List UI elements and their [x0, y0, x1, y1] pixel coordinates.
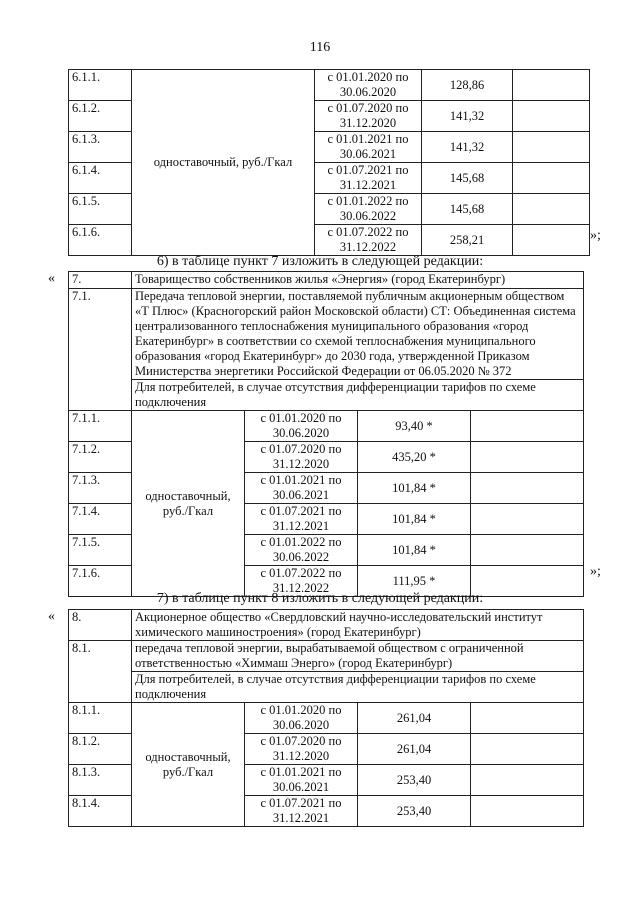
service-description: передача тепловой энергии, вырабатываемой обществом с ограниченной ответственностью «Химмаш Энерго» (город Екатеринбург) — [132, 641, 584, 672]
table-row — [69, 70, 590, 101]
tariff-value: 253,40 — [358, 796, 471, 827]
empty-cell — [513, 70, 590, 101]
table-row — [69, 411, 584, 442]
tariff-value: 101,84 * — [358, 535, 471, 566]
row-number: 6.1.1. — [69, 70, 132, 101]
tariff-value: 145,68 — [422, 163, 513, 194]
empty-cell — [471, 411, 584, 442]
row-number: 7.1.5. — [69, 535, 132, 566]
tariff-value: 111,95 * — [358, 566, 471, 597]
tariff-value: 141,32 — [422, 132, 513, 163]
row-number: 8.1.1. — [69, 703, 132, 734]
period: с 01.01.2021 по 30.06.2021 — [245, 765, 358, 796]
opening-quote-mark: « — [48, 271, 55, 286]
table-row — [69, 703, 584, 734]
tariff-value: 253,40 — [358, 765, 471, 796]
unit-label: одноставочный, руб./Гкал — [132, 411, 245, 597]
empty-cell — [513, 101, 590, 132]
page-number: 116 — [309, 40, 331, 55]
organization-name: Товарищество собственников жилья «Энергия» (город Екатеринбург) — [132, 272, 584, 289]
period: с 01.07.2020 по 31.12.2020 — [245, 442, 358, 473]
empty-cell — [513, 163, 590, 194]
empty-cell — [513, 225, 590, 256]
consumers-note: Для потребителей, в случае отсутствия дифференциации тарифов по схеме подключения — [132, 672, 584, 703]
table-row — [69, 610, 584, 641]
empty-cell — [471, 442, 584, 473]
tariff-value: 261,04 — [358, 734, 471, 765]
period: с 01.01.2020 по 30.06.2020 — [245, 703, 358, 734]
row-number: 8.1.4. — [69, 796, 132, 827]
period: с 01.07.2020 по 31.12.2020 — [245, 734, 358, 765]
period: с 01.07.2022 по 31.12.2022 — [315, 225, 422, 256]
period: с 01.01.2021 по 30.06.2021 — [245, 473, 358, 504]
row-number: 6.1.5. — [69, 194, 132, 225]
tariff-value: 435,20 * — [358, 442, 471, 473]
empty-cell — [513, 194, 590, 225]
tariff-value: 261,04 — [358, 703, 471, 734]
table-row — [69, 672, 584, 703]
row-number: 6.1.2. — [69, 101, 132, 132]
tariff-value: 101,84 * — [358, 473, 471, 504]
row-number: 7.1.1. — [69, 411, 132, 442]
table-row — [69, 641, 584, 672]
row-number: 6.1.4. — [69, 163, 132, 194]
row-number: 8. — [69, 610, 132, 641]
period: с 01.07.2021 по 31.12.2021 — [245, 504, 358, 535]
row-number: 7.1. — [69, 289, 132, 411]
service-description: Передача тепловой энергии, поставляемой публичным акционерным обществом «Т Плюс» (Красногорский район Московской области) СТ: Объединенная система централизованного теплоснабжения муниципального образования «город Екатеринбург» в соответствии со схемой теплоснабжения муниципального образования «город Екатеринбург» до 2030 года, утвержденной Приказом Министерства энергетики Российской Федерации от 06.05.2020 № 372 — [132, 289, 584, 380]
section-heading: 6) в таблице пункт 7 изложить в следующей редакции: — [156, 254, 484, 269]
period: с 01.01.2022 по 30.06.2022 — [315, 194, 422, 225]
unit-label: одноставочный, руб./Гкал — [132, 70, 315, 256]
row-number: 8.1.2. — [69, 734, 132, 765]
unit-label: одноставочный, руб./Гкал — [132, 703, 245, 827]
empty-cell — [471, 473, 584, 504]
period: с 01.07.2021 по 31.12.2021 — [245, 796, 358, 827]
tariff-value: 93,40 * — [358, 411, 471, 442]
tariff-value: 145,68 — [422, 194, 513, 225]
empty-cell — [513, 132, 590, 163]
tariff-value: 258,21 — [422, 225, 513, 256]
row-number: 6.1.6. — [69, 225, 132, 256]
row-number: 8.1.3. — [69, 765, 132, 796]
period: с 01.07.2020 по 31.12.2020 — [315, 101, 422, 132]
row-number: 7.1.6. — [69, 566, 132, 597]
tariff-value: 101,84 * — [358, 504, 471, 535]
empty-cell — [471, 504, 584, 535]
closing-quote-mark: »; — [590, 564, 601, 579]
row-number: 7. — [69, 272, 132, 289]
opening-quote-mark: « — [48, 609, 55, 624]
consumers-note: Для потребителей, в случае отсутствия дифференциации тарифов по схеме подключения — [132, 380, 584, 411]
tariff-table-8 — [68, 609, 584, 827]
section-heading: 7) в таблице пункт 8 изложить в следующей редакции: — [156, 591, 484, 606]
empty-cell — [471, 734, 584, 765]
organization-name: Акционерное общество «Свердловский научно-исследовательский институт химического машиностроения» (город Екатеринбург) — [132, 610, 584, 641]
table-row — [69, 289, 584, 380]
row-number: 7.1.2. — [69, 442, 132, 473]
table-row — [69, 380, 584, 411]
empty-cell — [471, 535, 584, 566]
closing-quote-mark: »; — [590, 228, 601, 243]
row-number: 7.1.4. — [69, 504, 132, 535]
period: с 01.01.2022 по 30.06.2022 — [245, 535, 358, 566]
tariff-value: 141,32 — [422, 101, 513, 132]
table-row — [69, 272, 584, 289]
row-number: 8.1. — [69, 641, 132, 703]
period: с 01.07.2021 по 31.12.2021 — [315, 163, 422, 194]
row-number: 7.1.3. — [69, 473, 132, 504]
tariff-table-7 — [68, 271, 584, 597]
empty-cell — [471, 796, 584, 827]
row-number: 6.1.3. — [69, 132, 132, 163]
period: с 01.01.2020 по 30.06.2020 — [315, 70, 422, 101]
period: с 01.01.2021 по 30.06.2021 — [315, 132, 422, 163]
tariff-table-6 — [68, 69, 590, 256]
empty-cell — [471, 765, 584, 796]
period: с 01.01.2020 по 30.06.2020 — [245, 411, 358, 442]
tariff-value: 128,86 — [422, 70, 513, 101]
period: с 01.07.2022 по 31.12.2022 — [245, 566, 358, 597]
empty-cell — [471, 703, 584, 734]
